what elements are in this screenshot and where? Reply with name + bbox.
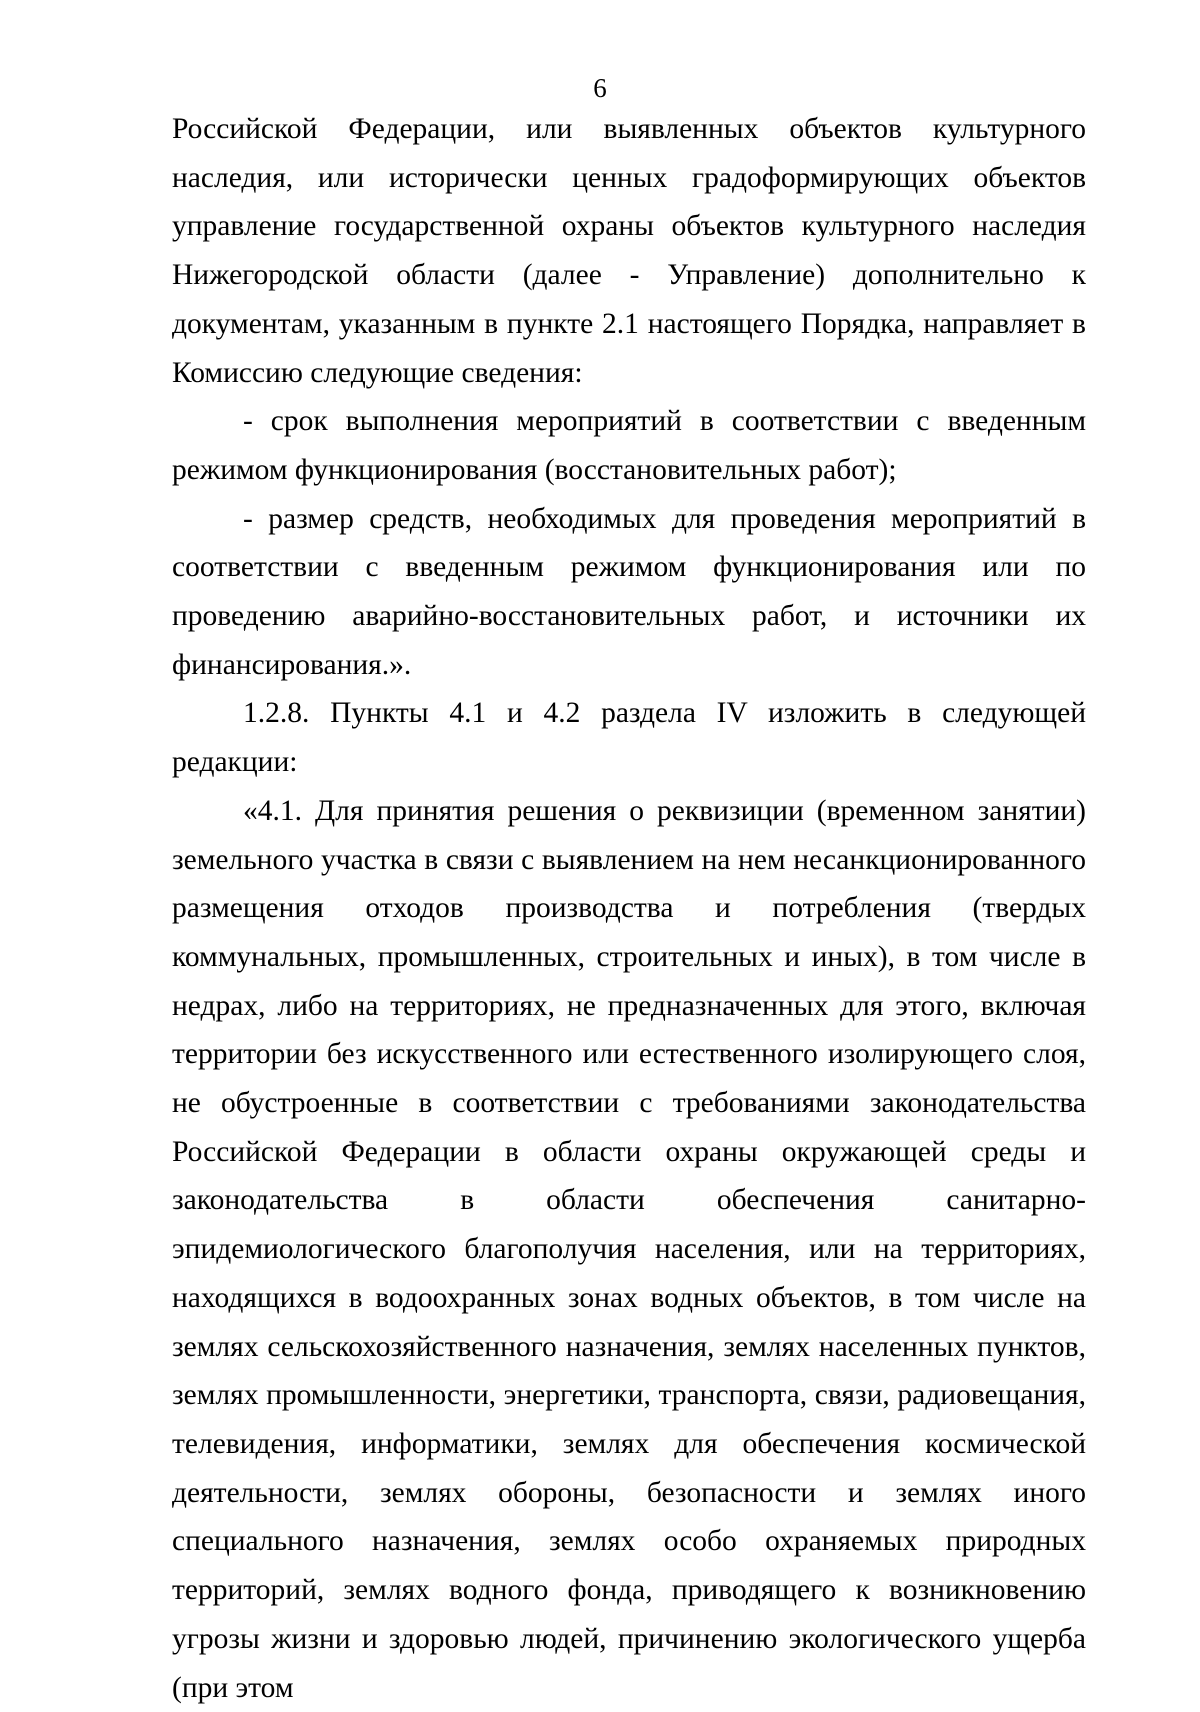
paragraph-section-1-2-8: 1.2.8. Пункты 4.1 и 4.2 раздела IV изложить в следующей редакции: — [172, 697, 1086, 779]
paragraph-deadline-item: - срок выполнения мероприятий в соответствии с введенным режимом функционирования (восстановительных работ); — [172, 405, 1086, 486]
document-body — [172, 105, 1086, 1712]
paragraph-clause-4-1: «4.1. Для принятия решения о реквизиции (временном занятии) земельного участка в связи с выявлением на нем несанкционированного размещения отходов производства и потребления (твердых коммунальных, промышленных, строительных и иных), в том числе в недрах, либо на территориях, не предназначенных для этого, включая территории без искусственного или естественного изолирующего слоя, не обустроенные в соответствии с требованиями законодательства Российской Федерации в области охраны окружающей среды и законодательства в области обеспечения санитарно-эпидемиологического благополучия населения, или на территориях, находящихся в водоохранных зонах водных объектов, в том числе на землях сельскохозяйственного назначения, землях населенных пунктов, землях промышленности, энергетики, транспорта, связи, радиовещания, телевидения, информатики, землях для обеспечения космической деятельности, землях обороны, безопасности и землях иного специального назначения, землях особо охраняемых природных территорий, землях водного фонда, приводящего к возникновению угрозы жизни и здоровью людей, причинению экологического ущерба (при этом — [172, 794, 1086, 1704]
paragraph-funds-item: - размер средств, необходимых для проведения мероприятий в соответствии с введенным режимом функционирования или по проведению аварийно-восстановительных работ, и источники их финансирования.». — [172, 502, 1086, 681]
paragraph-continuation: Российской Федерации, или выявленных объектов культурного наследия, или исторически ценных градоформирующих объектов управление государственной охраны объектов культурного наследия Нижегородской области (далее - Управление) дополнительно к документам, указанным в пункте 2.1 настоящего Порядка, направляет в Комиссию следующие сведения: — [172, 113, 1086, 389]
page-number: 6 — [593, 73, 607, 103]
